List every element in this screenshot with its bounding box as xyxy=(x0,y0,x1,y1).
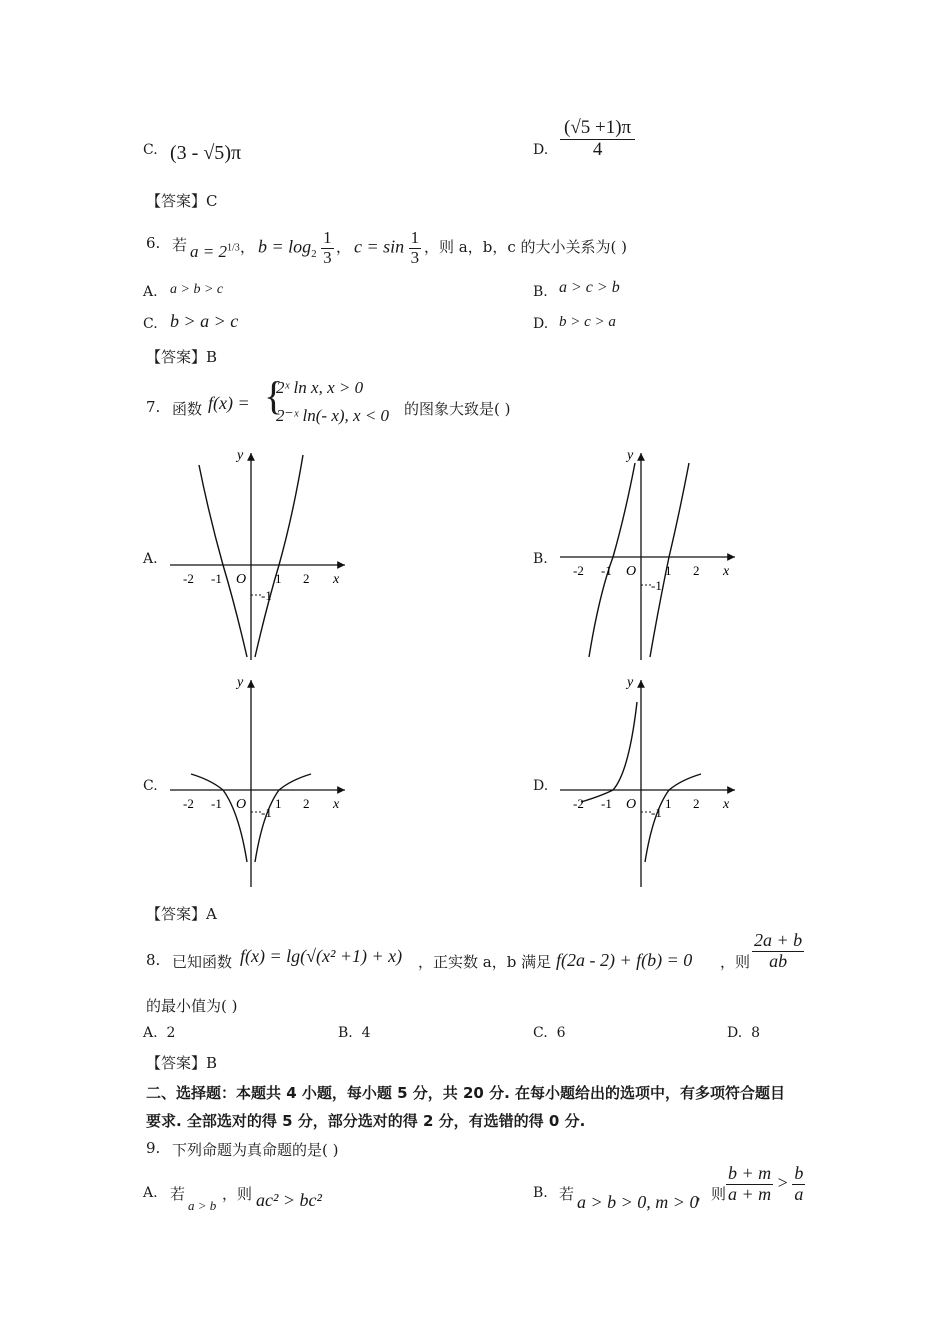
q5-option-c-expr: (3 - √5)π xyxy=(170,142,242,164)
q5-option-d-label: D. xyxy=(533,142,549,158)
tick-2: 2 xyxy=(303,571,310,586)
q7-graph-d xyxy=(555,672,745,892)
origin-label: O xyxy=(626,797,637,812)
tick-neg1: -1 xyxy=(651,805,662,820)
q7-f-expr: f(x) = xyxy=(208,393,250,413)
tick-1: 1 xyxy=(275,796,282,811)
q6-option-d-label: D. xyxy=(533,316,549,332)
x-label: x xyxy=(333,572,340,587)
q9-option-b-expr: $\frac{b + m}{a + m}$ > $\frac{b}{a}$ xyxy=(728,1163,804,1204)
q6-sep2: ， xyxy=(336,238,352,256)
q7-case2: 2⁻ˣ ln(- x), x < 0 xyxy=(276,406,390,425)
q8-mid: ，正实数 a，b 满足 xyxy=(418,953,552,971)
q6-option-b-label: B. xyxy=(533,284,548,300)
q7-tail: 的图象大致是( ) xyxy=(404,400,511,418)
q7-graph-d-label: D. xyxy=(533,778,549,794)
tick-m1: -1 xyxy=(601,796,612,811)
q7-graph-b-label: B. xyxy=(533,551,548,567)
q8-option-d: D. 8 xyxy=(727,1025,761,1041)
q6-number: 6. xyxy=(146,234,161,252)
q9-text: 下列命题为真命题的是( ) xyxy=(172,1141,339,1159)
q9-option-a-cond: a > b xyxy=(188,1198,217,1213)
q6-tail: ，则 a，b，c 的大小关系为( ) xyxy=(424,238,627,256)
origin-label: O xyxy=(236,797,247,812)
q8-answer: 【答案】B xyxy=(146,1054,218,1072)
curve-right xyxy=(255,455,303,657)
origin-label: O xyxy=(236,572,247,587)
curve-left xyxy=(191,774,247,862)
q6-c-expr: c = sin $\frac{1}{3}$ xyxy=(354,228,420,267)
q8-f-expr: f(x) = lg(√(x² +1) + x) xyxy=(240,946,403,966)
tick-m2: -2 xyxy=(573,796,584,811)
q9-option-a-lead: 若 xyxy=(170,1185,186,1203)
tick-m2: -2 xyxy=(573,563,584,578)
q8-tail: 的最小值为( ) xyxy=(146,997,238,1015)
q7-lead: 函数 xyxy=(172,400,203,418)
tick-m1: -1 xyxy=(211,796,222,811)
q7-graph-c xyxy=(165,672,355,892)
x-label: x xyxy=(333,797,340,812)
tick-m1: -1 xyxy=(211,571,222,586)
q8-number: 8. xyxy=(146,951,161,969)
q7-graph-b xyxy=(555,445,745,665)
q6-option-d: b > c > a xyxy=(559,314,616,330)
q7-number: 7. xyxy=(146,398,161,416)
q6-a-expr: $a = 2^{1/3}$ xyxy=(190,242,240,261)
q8-option-b: B. 4 xyxy=(338,1025,371,1041)
q9-option-b-label: B. xyxy=(533,1185,548,1201)
q9-option-a-then: ，则 xyxy=(222,1185,253,1203)
x-label: x xyxy=(723,564,730,579)
tick-m2: -2 xyxy=(183,571,194,586)
y-label: y xyxy=(627,675,634,690)
section2-heading-line2: 要求. 全部选对的得 5 分，部分选对的得 2 分，有选错的得 0 分. xyxy=(146,1112,586,1130)
tick-2: 2 xyxy=(693,563,700,578)
section2-heading-line1: 二、选择题：本题共 4 小题，每小题 5 分，共 20 分. 在每小题给出的选项中，有多项符合题目 xyxy=(146,1084,786,1102)
q8-lead: 已知函数 xyxy=(172,953,233,971)
q9-number: 9. xyxy=(146,1139,161,1157)
curve-left xyxy=(581,702,637,802)
q6-option-c-label: C. xyxy=(143,316,158,332)
q6-lead: 若 xyxy=(172,236,188,254)
q5-option-d-expr: $\frac{(√5 +1)\pi}{4}$ xyxy=(560,118,635,161)
q6-option-c: b > a > c xyxy=(170,311,239,331)
tick-2: 2 xyxy=(303,796,310,811)
q8-option-c: C. 6 xyxy=(533,1025,566,1041)
q6-sep1: ， xyxy=(240,238,256,256)
q9-option-b-lead: 若 xyxy=(559,1185,575,1203)
q8-condition: f(2a - 2) + f(b) = 0 xyxy=(556,950,693,970)
tick-1: 1 xyxy=(275,571,282,586)
q7-answer: 【答案】A xyxy=(146,905,217,923)
q6-option-a: a > b > c xyxy=(170,282,224,297)
tick-neg1: -1 xyxy=(261,805,272,820)
q8-fraction: $\frac{2a + b}{ab}$ xyxy=(754,930,803,971)
q7-graph-a-label: A. xyxy=(143,551,158,567)
q5-option-c-label: C. xyxy=(143,142,158,158)
curve-left xyxy=(199,465,247,657)
x-label: x xyxy=(723,797,730,812)
q9-option-b-cond: a > b > 0, m > 0 xyxy=(577,1192,699,1212)
q5-answer: 【答案】C xyxy=(146,192,218,210)
q8-then: ，则 xyxy=(720,953,751,971)
q7-graph-a xyxy=(165,445,355,665)
q6-option-b: a > c > b xyxy=(559,279,620,296)
tick-1: 1 xyxy=(665,796,672,811)
q9-option-b-then: ，则 xyxy=(696,1185,727,1203)
tick-neg1: -1 xyxy=(651,578,662,593)
tick-neg1: -1 xyxy=(261,588,272,603)
q7-graph-c-label: C. xyxy=(143,778,158,794)
q9-option-a-expr: ac² > bc² xyxy=(256,1190,322,1210)
curve-right xyxy=(650,463,689,657)
curve-left xyxy=(589,463,635,657)
q9-option-a-label: A. xyxy=(143,1185,158,1201)
tick-2: 2 xyxy=(693,796,700,811)
tick-1: 1 xyxy=(665,563,672,578)
q7-case1: 2ˣ ln x, x > 0 xyxy=(276,378,364,397)
y-label: y xyxy=(627,448,634,463)
tick-m2: -2 xyxy=(183,796,194,811)
q6-answer: 【答案】B xyxy=(146,348,218,366)
origin-label: O xyxy=(626,564,637,579)
q8-option-a: A. 2 xyxy=(143,1025,176,1041)
y-label: y xyxy=(237,675,244,690)
y-label: y xyxy=(237,448,244,463)
q7-brace: { xyxy=(264,373,284,418)
q6-option-a-label: A. xyxy=(143,284,158,300)
tick-m1: -1 xyxy=(601,563,612,578)
q6-b-expr: $b = \log_2$ $\frac{1}{3}$ xyxy=(258,228,332,267)
